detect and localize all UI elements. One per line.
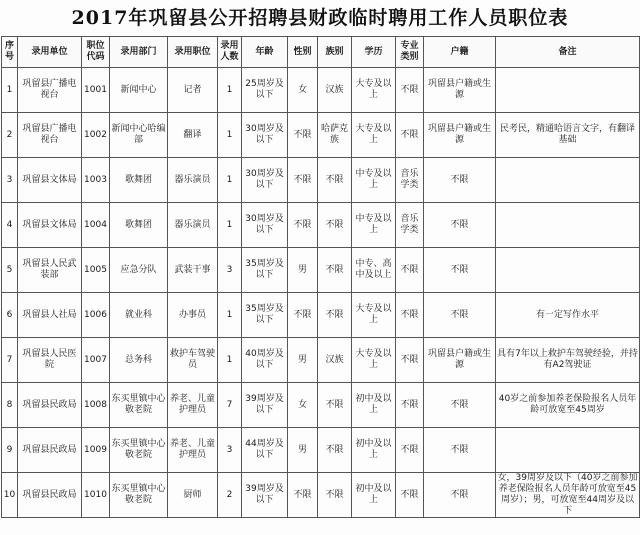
table-row bbox=[2, 158, 640, 203]
cell-notes bbox=[496, 158, 640, 203]
cell-department: 就业科 bbox=[110, 293, 168, 338]
cell-count: 1 bbox=[218, 203, 242, 248]
cell-position: 救护车驾驶员 bbox=[168, 338, 218, 383]
cell-unit: 巩留县民政局 bbox=[18, 428, 82, 473]
cell-ethnicity: 不限 bbox=[318, 248, 352, 293]
cell-education: 中专、高中及以上 bbox=[352, 248, 396, 293]
cell-count: 1 bbox=[218, 113, 242, 158]
header-age: 年龄 bbox=[242, 37, 288, 68]
cell-index: 8 bbox=[2, 383, 18, 428]
cell-code: 1002 bbox=[82, 113, 110, 158]
cell-index: 6 bbox=[2, 293, 18, 338]
cell-education: 中专及以上 bbox=[352, 203, 396, 248]
cell-education: 大专及以上 bbox=[352, 338, 396, 383]
cell-age: 30周岁及以下 bbox=[242, 113, 288, 158]
cell-position: 器乐演员 bbox=[168, 203, 218, 248]
header-index: 序号 bbox=[2, 37, 18, 68]
cell-age: 40周岁及以下 bbox=[242, 338, 288, 383]
positions-table bbox=[1, 36, 640, 518]
cell-age: 44周岁及以下 bbox=[242, 428, 288, 473]
cell-notes: 女，39周岁及以下（40岁之前参加养老保险报名人员年龄可放宽至45周岁）；男，可放宽至44周岁及以下 bbox=[496, 473, 640, 518]
cell-gender: 不限 bbox=[288, 293, 318, 338]
cell-ethnicity: 汉族 bbox=[318, 68, 352, 113]
cell-age: 30周岁及以下 bbox=[242, 158, 288, 203]
cell-gender: 不限 bbox=[288, 203, 318, 248]
cell-department: 新闻中心哈编部 bbox=[110, 113, 168, 158]
cell-major: 不限 bbox=[396, 68, 424, 113]
cell-age: 30周岁及以下 bbox=[242, 203, 288, 248]
cell-notes bbox=[496, 68, 640, 113]
header-notes: 备注 bbox=[496, 37, 640, 68]
cell-major: 不限 bbox=[396, 473, 424, 518]
cell-unit: 巩留县文体局 bbox=[18, 158, 82, 203]
cell-position: 记者 bbox=[168, 68, 218, 113]
cell-hukou: 巩留县户籍或生源 bbox=[424, 68, 496, 113]
cell-department: 新闻中心 bbox=[110, 68, 168, 113]
header-hukou: 户籍 bbox=[424, 37, 496, 68]
table-header-row bbox=[2, 37, 640, 68]
cell-code: 1004 bbox=[82, 203, 110, 248]
cell-notes: 具有7年以上救护车驾驶经验，并持有A2驾驶证 bbox=[496, 338, 640, 383]
cell-code: 1003 bbox=[82, 158, 110, 203]
cell-notes bbox=[496, 248, 640, 293]
cell-position: 厨师 bbox=[168, 473, 218, 518]
cell-notes: 民考民，精通哈语言文字，有翻译基础 bbox=[496, 113, 640, 158]
table-row bbox=[2, 113, 640, 158]
cell-age: 35周岁及以下 bbox=[242, 248, 288, 293]
cell-department: 总务科 bbox=[110, 338, 168, 383]
cell-unit: 巩留县人民武装部 bbox=[18, 248, 82, 293]
cell-gender: 男 bbox=[288, 338, 318, 383]
table-row bbox=[2, 383, 640, 428]
cell-education: 大专及以上 bbox=[352, 293, 396, 338]
cell-index: 2 bbox=[2, 113, 18, 158]
cell-index: 5 bbox=[2, 248, 18, 293]
cell-hukou: 巩留县户籍或生源 bbox=[424, 113, 496, 158]
cell-ethnicity: 不限 bbox=[318, 473, 352, 518]
cell-gender: 不限 bbox=[288, 158, 318, 203]
cell-position: 办事员 bbox=[168, 293, 218, 338]
cell-hukou: 不限 bbox=[424, 293, 496, 338]
cell-ethnicity: 汉族 bbox=[318, 338, 352, 383]
cell-hukou: 不限 bbox=[424, 473, 496, 518]
cell-count: 7 bbox=[218, 383, 242, 428]
cell-code: 1007 bbox=[82, 338, 110, 383]
header-unit: 录用单位 bbox=[18, 37, 82, 68]
cell-index: 7 bbox=[2, 338, 18, 383]
cell-unit: 巩留县广播电视台 bbox=[18, 68, 82, 113]
cell-index: 9 bbox=[2, 428, 18, 473]
cell-gender: 女 bbox=[288, 383, 318, 428]
cell-hukou: 不限 bbox=[424, 248, 496, 293]
cell-major: 不限 bbox=[396, 293, 424, 338]
cell-position: 武装干事 bbox=[168, 248, 218, 293]
cell-age: 39周岁及以下 bbox=[242, 473, 288, 518]
cell-notes: 有一定写作水平 bbox=[496, 293, 640, 338]
cell-major: 不限 bbox=[396, 248, 424, 293]
cell-ethnicity: 不限 bbox=[318, 203, 352, 248]
cell-unit: 巩留县民政局 bbox=[18, 383, 82, 428]
cell-count: 3 bbox=[218, 248, 242, 293]
cell-index: 4 bbox=[2, 203, 18, 248]
cell-gender: 不限 bbox=[288, 473, 318, 518]
cell-major: 不限 bbox=[396, 113, 424, 158]
table-row bbox=[2, 248, 640, 293]
cell-notes: 40岁之前参加养老保险报名人员年龄可放宽至45周岁 bbox=[496, 383, 640, 428]
cell-major: 音乐学类 bbox=[396, 203, 424, 248]
cell-age: 35周岁及以下 bbox=[242, 293, 288, 338]
header-department: 录用部门 bbox=[110, 37, 168, 68]
cell-department: 歌舞团 bbox=[110, 158, 168, 203]
header-education: 学历 bbox=[352, 37, 396, 68]
cell-unit: 巩留县民政局 bbox=[18, 473, 82, 518]
cell-department: 歌舞团 bbox=[110, 203, 168, 248]
header-major: 专业类别 bbox=[396, 37, 424, 68]
cell-department: 东买里镇中心敬老院 bbox=[110, 383, 168, 428]
cell-hukou: 不限 bbox=[424, 383, 496, 428]
header-count: 录用人数 bbox=[218, 37, 242, 68]
table-row bbox=[2, 203, 640, 248]
cell-major: 不限 bbox=[396, 338, 424, 383]
cell-education: 初中及以上 bbox=[352, 428, 396, 473]
cell-unit: 巩留县文体局 bbox=[18, 203, 82, 248]
cell-code: 1001 bbox=[82, 68, 110, 113]
cell-index: 3 bbox=[2, 158, 18, 203]
cell-count: 2 bbox=[218, 473, 242, 518]
cell-gender: 女 bbox=[288, 68, 318, 113]
cell-code: 1006 bbox=[82, 293, 110, 338]
cell-count: 1 bbox=[218, 158, 242, 203]
cell-education: 大专及以上 bbox=[352, 68, 396, 113]
cell-ethnicity: 哈萨克族 bbox=[318, 113, 352, 158]
cell-department: 东买里镇中心敬老院 bbox=[110, 473, 168, 518]
cell-hukou: 巩留县户籍或生源 bbox=[424, 338, 496, 383]
cell-index: 1 bbox=[2, 68, 18, 113]
cell-gender: 男 bbox=[288, 428, 318, 473]
header-ethnicity: 族别 bbox=[318, 37, 352, 68]
page-title: 2017年巩留县公开招聘县财政临时聘用工作人员职位表 bbox=[71, 7, 569, 29]
cell-ethnicity: 不限 bbox=[318, 158, 352, 203]
cell-education: 初中及以上 bbox=[352, 473, 396, 518]
cell-major: 不限 bbox=[396, 383, 424, 428]
cell-notes bbox=[496, 203, 640, 248]
cell-code: 1008 bbox=[82, 383, 110, 428]
cell-gender: 男 bbox=[288, 248, 318, 293]
cell-position: 翻译 bbox=[168, 113, 218, 158]
table-row bbox=[2, 293, 640, 338]
cell-count: 3 bbox=[218, 428, 242, 473]
cell-code: 1010 bbox=[82, 473, 110, 518]
cell-hukou: 不限 bbox=[424, 203, 496, 248]
table-row bbox=[2, 68, 640, 113]
cell-major: 不限 bbox=[396, 428, 424, 473]
cell-code: 1009 bbox=[82, 428, 110, 473]
cell-position: 养老、儿童护理员 bbox=[168, 383, 218, 428]
cell-code: 1005 bbox=[82, 248, 110, 293]
header-code: 职位代码 bbox=[82, 37, 110, 68]
cell-ethnicity: 不限 bbox=[318, 428, 352, 473]
cell-hukou: 不限 bbox=[424, 158, 496, 203]
table-row bbox=[2, 428, 640, 473]
cell-education: 大专及以上 bbox=[352, 113, 396, 158]
cell-major: 音乐学类 bbox=[396, 158, 424, 203]
table-row bbox=[2, 473, 640, 518]
cell-notes bbox=[496, 428, 640, 473]
cell-age: 39周岁及以下 bbox=[242, 383, 288, 428]
cell-count: 1 bbox=[218, 68, 242, 113]
header-gender: 性别 bbox=[288, 37, 318, 68]
cell-count: 1 bbox=[218, 293, 242, 338]
cell-hukou: 不限 bbox=[424, 428, 496, 473]
cell-gender: 不限 bbox=[288, 113, 318, 158]
table-row bbox=[2, 338, 640, 383]
cell-index: 10 bbox=[2, 473, 18, 518]
header-position: 录用职位 bbox=[168, 37, 218, 68]
cell-department: 东买里镇中心敬老院 bbox=[110, 428, 168, 473]
cell-ethnicity: 不限 bbox=[318, 383, 352, 428]
cell-unit: 巩留县人社局 bbox=[18, 293, 82, 338]
cell-unit: 巩留县人民医院 bbox=[18, 338, 82, 383]
cell-count: 1 bbox=[218, 338, 242, 383]
cell-position: 器乐演员 bbox=[168, 158, 218, 203]
cell-education: 初中及以上 bbox=[352, 383, 396, 428]
cell-education: 中专及以上 bbox=[352, 158, 396, 203]
cell-unit: 巩留县广播电视台 bbox=[18, 113, 82, 158]
cell-age: 25周岁及以下 bbox=[242, 68, 288, 113]
cell-department: 应急分队 bbox=[110, 248, 168, 293]
cell-ethnicity: 不限 bbox=[318, 293, 352, 338]
cell-position: 养老、儿童护理员 bbox=[168, 428, 218, 473]
